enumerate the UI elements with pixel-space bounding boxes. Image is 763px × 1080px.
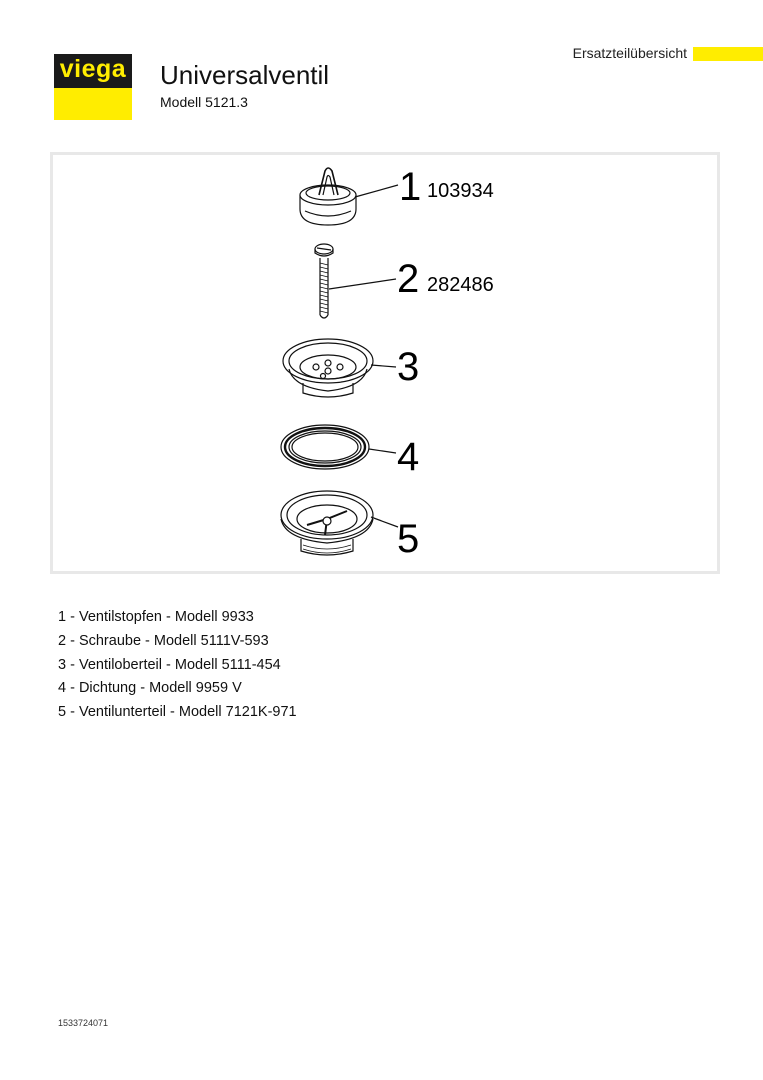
document-type-bar	[693, 47, 763, 61]
callout-1-number: 1	[399, 165, 422, 209]
exploded-drawing-svg	[53, 155, 717, 571]
parts-list-item: 2 - Schraube - Modell 5111V-593	[58, 632, 269, 649]
exploded-drawing	[50, 152, 720, 574]
part-4-gasket-illustration	[281, 425, 396, 469]
parts-list-item: 4 - Dichtung - Modell 9959 V	[58, 680, 242, 697]
callout-4-number: 4	[397, 435, 420, 479]
callout-2-article: 282486	[427, 274, 494, 296]
callout-2-number: 2	[397, 257, 420, 301]
document-type-label: Ersatzteilübersicht	[572, 45, 687, 61]
parts-list-item: 1 - Ventilstopfen - Modell 9933	[58, 609, 254, 625]
logo-text: viega	[59, 55, 127, 83]
page-title: Universalventil	[160, 60, 330, 90]
parts-list-item: 3 - Ventiloberteil - Modell 5111-454	[58, 656, 281, 673]
part-5-lower-part-illustration	[281, 491, 398, 555]
part-1-plug-illustration	[300, 168, 398, 225]
part-3-upper-part-illustration	[283, 339, 396, 397]
callout-1-article: 103934	[427, 180, 494, 202]
parts-list-item: 5 - Ventilunterteil - Modell 7121K-971	[58, 704, 297, 721]
viega-logo	[54, 54, 132, 120]
page-subtitle: Modell 5121.3	[160, 94, 248, 110]
parts-list	[58, 606, 297, 725]
document-number: 1533724071	[58, 1018, 109, 1028]
part-2-screw-illustration	[315, 244, 396, 318]
callout-3-number: 3	[397, 345, 420, 389]
callout-5-number: 5	[397, 517, 420, 561]
